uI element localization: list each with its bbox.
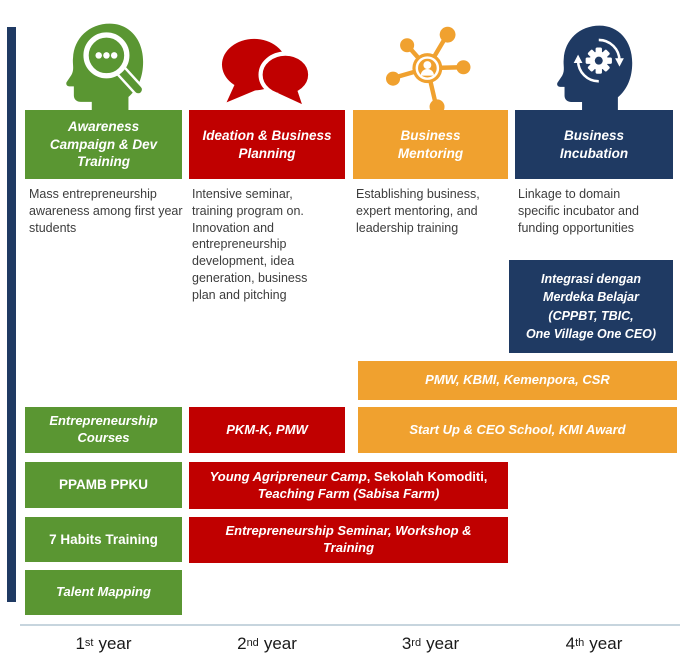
program-talent-mapping-label: Talent Mapping bbox=[56, 584, 151, 600]
phase-header-ideation bbox=[189, 110, 345, 179]
program-entrepreneurship-courses bbox=[25, 407, 182, 453]
program-pkm-pmw-label: PKM-K, PMW bbox=[226, 421, 308, 437]
year-label-2: 2 $^{nd}$ year bbox=[237, 634, 297, 653]
phase-header-mentoring-label: Business Mentoring bbox=[397, 127, 464, 161]
young-agripreneur-seg-2: , Sekolah Komoditi, bbox=[366, 468, 488, 484]
integration-line-2: Merdeka Belajar bbox=[543, 290, 639, 305]
program-startup-ceo-school-label: Start Up & CEO School, KMI Award bbox=[409, 421, 626, 437]
timeline-axis bbox=[20, 624, 680, 626]
year-label-1: 1 $^{st}$ year bbox=[75, 634, 132, 653]
integration-line-4: One Village One CEO) bbox=[525, 326, 657, 341]
head-gear-icon bbox=[554, 24, 634, 110]
left-accent-bar bbox=[7, 27, 16, 602]
phase-desc-mentoring: Establishing business, expert mentoring, and leadership training bbox=[356, 187, 480, 235]
program-startup-ceo-school bbox=[358, 407, 677, 453]
chat-bubbles-icon bbox=[221, 38, 313, 106]
network-people-icon bbox=[386, 24, 474, 114]
program-talent-mapping bbox=[25, 570, 182, 615]
phase-header-incubation bbox=[515, 110, 673, 179]
phase-header-awareness bbox=[25, 110, 182, 179]
program-integration-merdeka-belajar bbox=[509, 260, 673, 353]
program-pmw-kbmi-label: PMW, KBMI, Kemenpora, CSR bbox=[425, 372, 610, 388]
program-pmw-kbmi bbox=[358, 361, 677, 400]
young-agripreneur-seg-3: Teaching Farm (Sabisa Farm) bbox=[257, 485, 440, 501]
program-young-agripreneur bbox=[189, 462, 508, 509]
phase-header-incubation-label: Business Incubation bbox=[559, 127, 629, 161]
program-entrepreneurship-courses-label: Entrepreneurship Courses bbox=[49, 413, 158, 445]
program-pkm-pmw bbox=[189, 407, 345, 453]
year-label-4: 4 $^{th}$ year bbox=[565, 634, 623, 653]
phase-desc-awareness: Mass entrepreneurship awareness among first year students bbox=[29, 187, 183, 235]
young-agripreneur-seg-1: Young Agripreneur Camp bbox=[209, 468, 367, 484]
year-label-3: 3 $^{rd}$ year bbox=[401, 634, 460, 653]
phase-desc-incubation: Linkage to domain specific incubator and funding opportunities bbox=[518, 187, 639, 235]
program-ppamb-ppku-label: PPAMB PPKU bbox=[58, 477, 148, 493]
phase-header-mentoring bbox=[353, 110, 508, 179]
program-entrepreneurship-seminar bbox=[189, 517, 508, 563]
program-ppamb-ppku bbox=[25, 462, 182, 508]
program-7-habits-training-label: 7 Habits Training bbox=[49, 531, 158, 547]
integration-line-1: Integrasi dengan bbox=[540, 272, 642, 287]
integration-line-3: (CPPBT, TBIC, bbox=[548, 308, 634, 323]
phase-header-awareness-label: Awareness Campaign & Dev Training bbox=[49, 119, 158, 170]
program-7-habits-training bbox=[25, 517, 182, 562]
phase-desc-ideation: Intensive seminar, training program on. Innovation and entrepreneurship development, idea generation, business plan and pitching bbox=[192, 187, 308, 302]
head-search-icon bbox=[63, 22, 145, 110]
program-entrepreneurship-seminar-label: Entrepreneurship Seminar, Workshop & Training bbox=[225, 523, 472, 555]
phase-header-ideation-label: Ideation & Business Planning bbox=[202, 127, 332, 161]
